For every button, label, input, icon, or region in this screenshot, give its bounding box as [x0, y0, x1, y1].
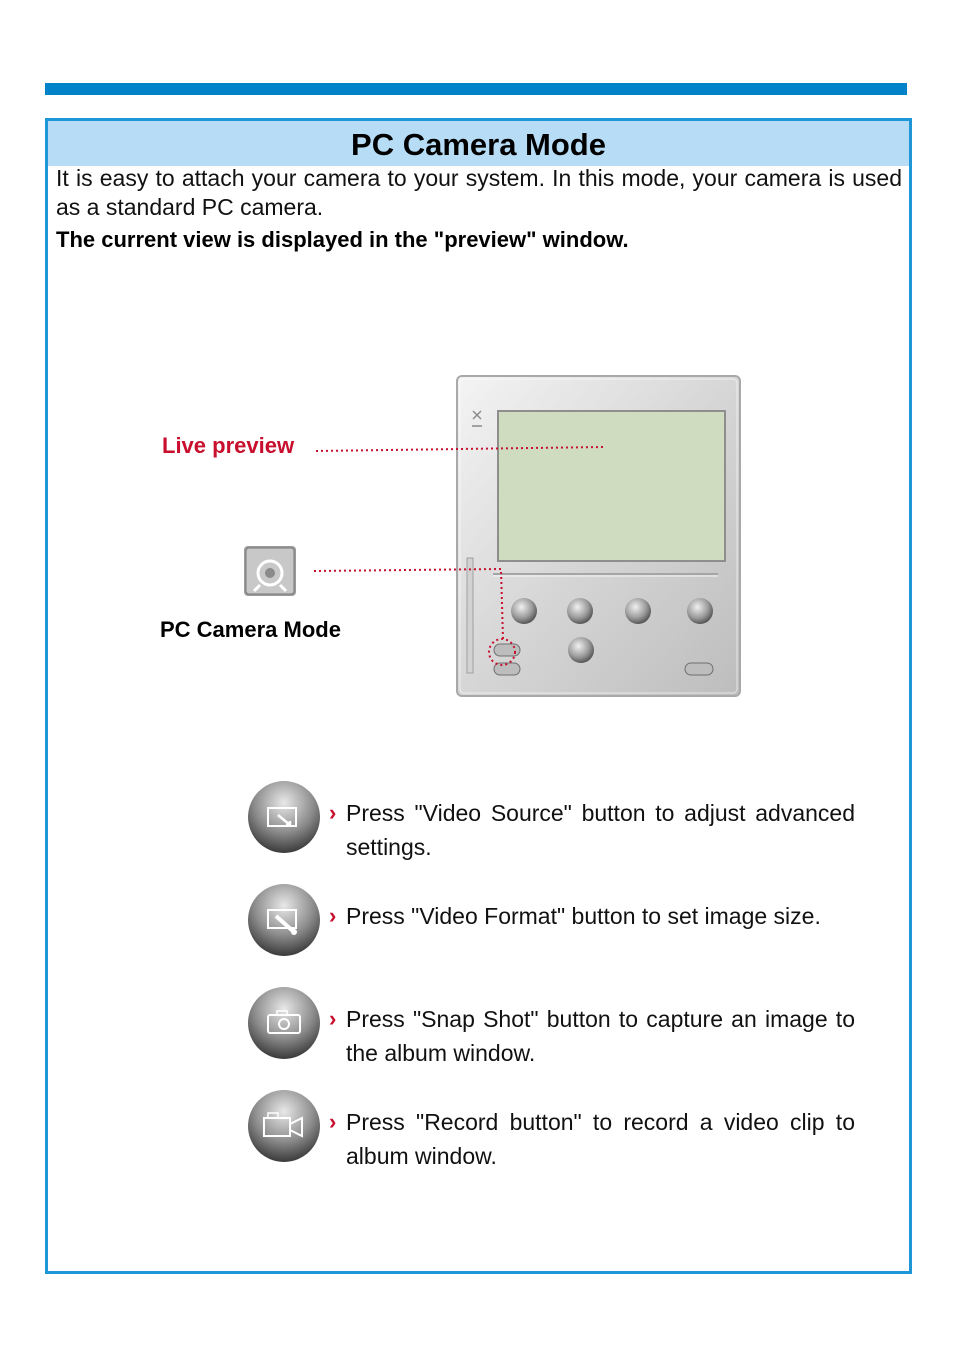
intro-paragraph: It is easy to attach your camera to your system. In this mode, your camera is used as a standard PC camera.	[56, 165, 902, 220]
instruction-video-format	[245, 889, 905, 979]
pc-camera-mode-label: PC Camera Mode	[160, 617, 341, 642]
live-preview-area	[498, 411, 725, 561]
page-title: PC Camera Mode	[351, 127, 606, 162]
pc-camera-mode-button[interactable]	[494, 644, 520, 656]
live-preview-label: Live preview	[162, 433, 295, 458]
instruction-text: Press "Video Format" button to set image size.	[346, 903, 821, 929]
top-rule	[45, 83, 907, 95]
snapshot-button[interactable]	[511, 598, 537, 624]
bullet-arrow-icon: ›	[329, 1109, 337, 1134]
bullet-arrow-icon: ›	[329, 1006, 337, 1031]
video-source-button[interactable]	[625, 598, 651, 624]
zoom-slider[interactable]	[467, 558, 473, 673]
bullet-arrow-icon: ›	[329, 903, 337, 928]
preview-note: The current view is displayed in the "preview" window.	[56, 227, 629, 252]
settings-button[interactable]	[568, 637, 594, 663]
record-button[interactable]	[567, 598, 593, 624]
instruction-text: Press "Snap Shot" button to capture an image to the album window.	[346, 1006, 855, 1066]
instruction-text: Press "Video Source" button to adjust advanced settings.	[346, 800, 855, 860]
instruction-text: Press "Record button" to record a video clip to album window.	[346, 1109, 855, 1169]
exit-button[interactable]	[685, 663, 713, 675]
content-frame	[45, 118, 912, 1274]
video-format-button[interactable]	[687, 598, 713, 624]
pc-camera-mode-icon	[244, 546, 296, 596]
instruction-video-source	[245, 786, 905, 876]
camera-app-window	[457, 376, 740, 696]
bullet-arrow-icon: ›	[329, 800, 337, 825]
instruction-snap-shot	[245, 992, 905, 1082]
instruction-record	[245, 1095, 905, 1185]
